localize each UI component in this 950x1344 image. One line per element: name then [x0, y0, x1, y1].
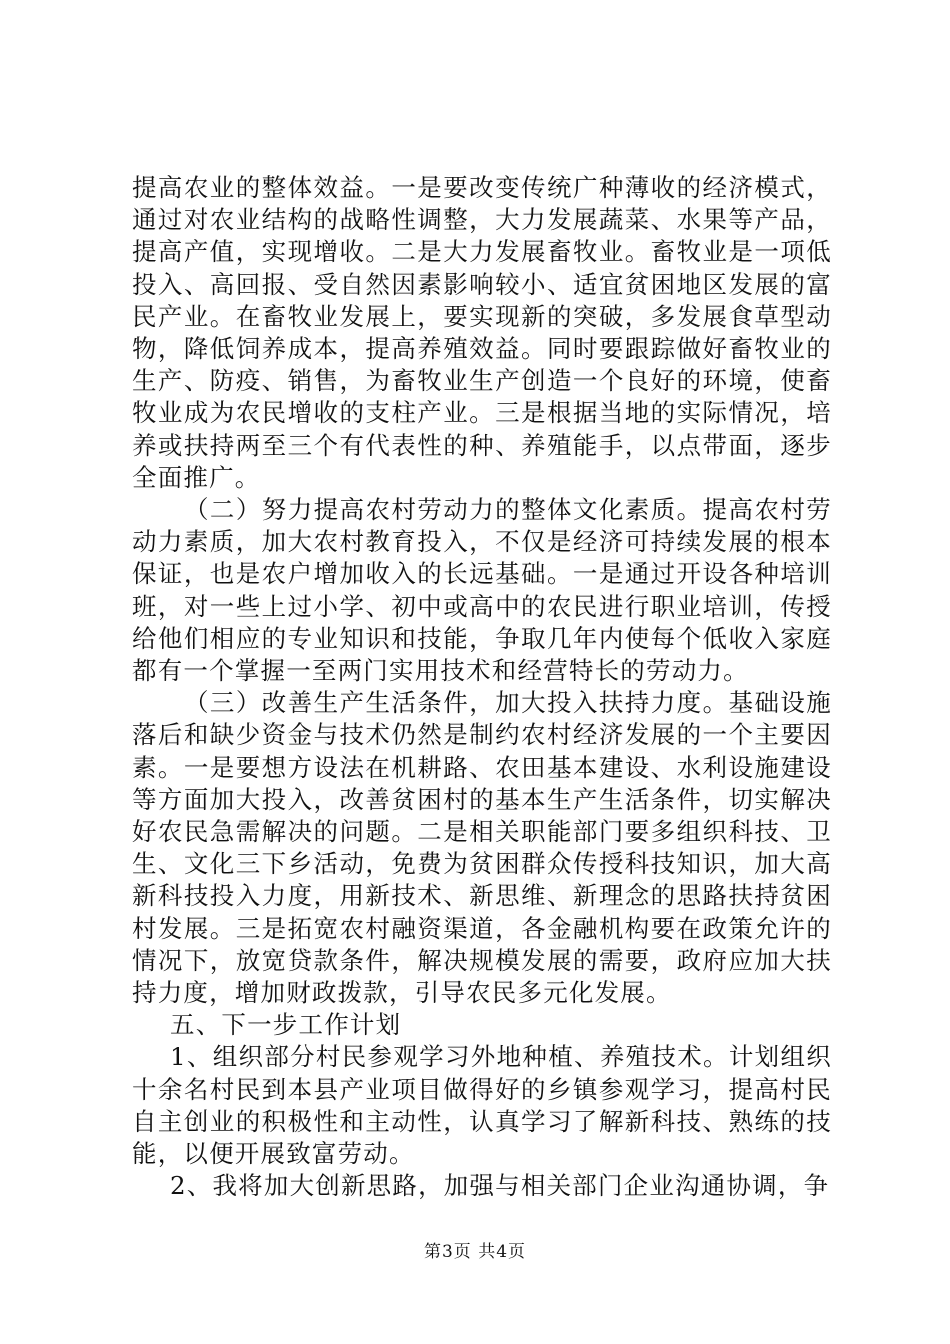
plan-item-1: 1、组织部分村民参观学习外地种植、养殖技术。计划组织十余名村民到本县产业项目做得好的乡镇参观学习，提高村民自主创业的积极性和主动性，认真学习了解新科技、熟练的技能，以便开展致富劳动。 — [132, 1042, 832, 1169]
paragraph-labor-quality: （二）努力提高农村劳动力的整体文化素质。提高农村劳动力素质，加大农村教育投入，不仅是经济可持续发展的根本保证，也是农户增加收入的长远基础。一是通过开设各种培训班，对一些上过小学、初中或高中的农民进行职业培训，传授给他们相应的专业知识和技能，争取几年内使每个低收入家庭都有一个掌握一至两门实用技术和经营特长的劳动力。 — [132, 495, 832, 686]
paragraph-living-conditions: （三）改善生产生活条件，加大投入扶持力度。基础设施落后和缺少资金与技术仍然是制约农村经济发展的一个主要因素。一是要想方设法在机耕路、农田基本建设、水利设施建设等方面加大投入，改善贫困村的基本生产生活条件，切实解决好农民急需解决的问题。二是相关职能部门要多组织科技、卫生、文化三下乡活动，免费为贫困群众传授科技知识，加大高新科技投入力度，用新技术、新思维、新理念的思路扶持贫困村发展。三是拓宽农村融资渠道，各金融机构要在政策允许的情况下，放宽贷款条件，解决规模发展的需要，政府应加大扶持力度，增加财政拨款，引导农民多元化发展。 — [132, 688, 832, 1008]
section-heading-next-plan: 五、下一步工作计划 — [170, 1010, 402, 1040]
paragraph-agriculture-efficiency: 提高农业的整体效益。一是要改变传统广种薄收的经济模式，通过对农业结构的战略性调整，大力发展蔬菜、水果等产品，提高产值，实现增收。二是大力发展畜牧业。畜牧业是一项低投入、高回报、受自然因素影响较小、适宜贫困地区发展的富民产业。在畜牧业发展上，要实现新的突破，多发展食草型动物，降低饲养成本，提高养殖效益。同时要跟踪做好畜牧业的生产、防疫、销售，为畜牧业生产创造一个良好的环境，使畜牧业成为农民增收的支柱产业。三是根据当地的实际情况，培养或扶持两至三个有代表性的种、养殖能手，以点带面，逐步全面推广。 — [132, 173, 832, 492]
document-body — [132, 172, 832, 1203]
plan-item-2: 2、我将加大创新思路，加强与相关部门企业沟通协调，争 — [170, 1171, 830, 1201]
page-number-footer: 第3页 共4页 — [423, 1242, 527, 1262]
